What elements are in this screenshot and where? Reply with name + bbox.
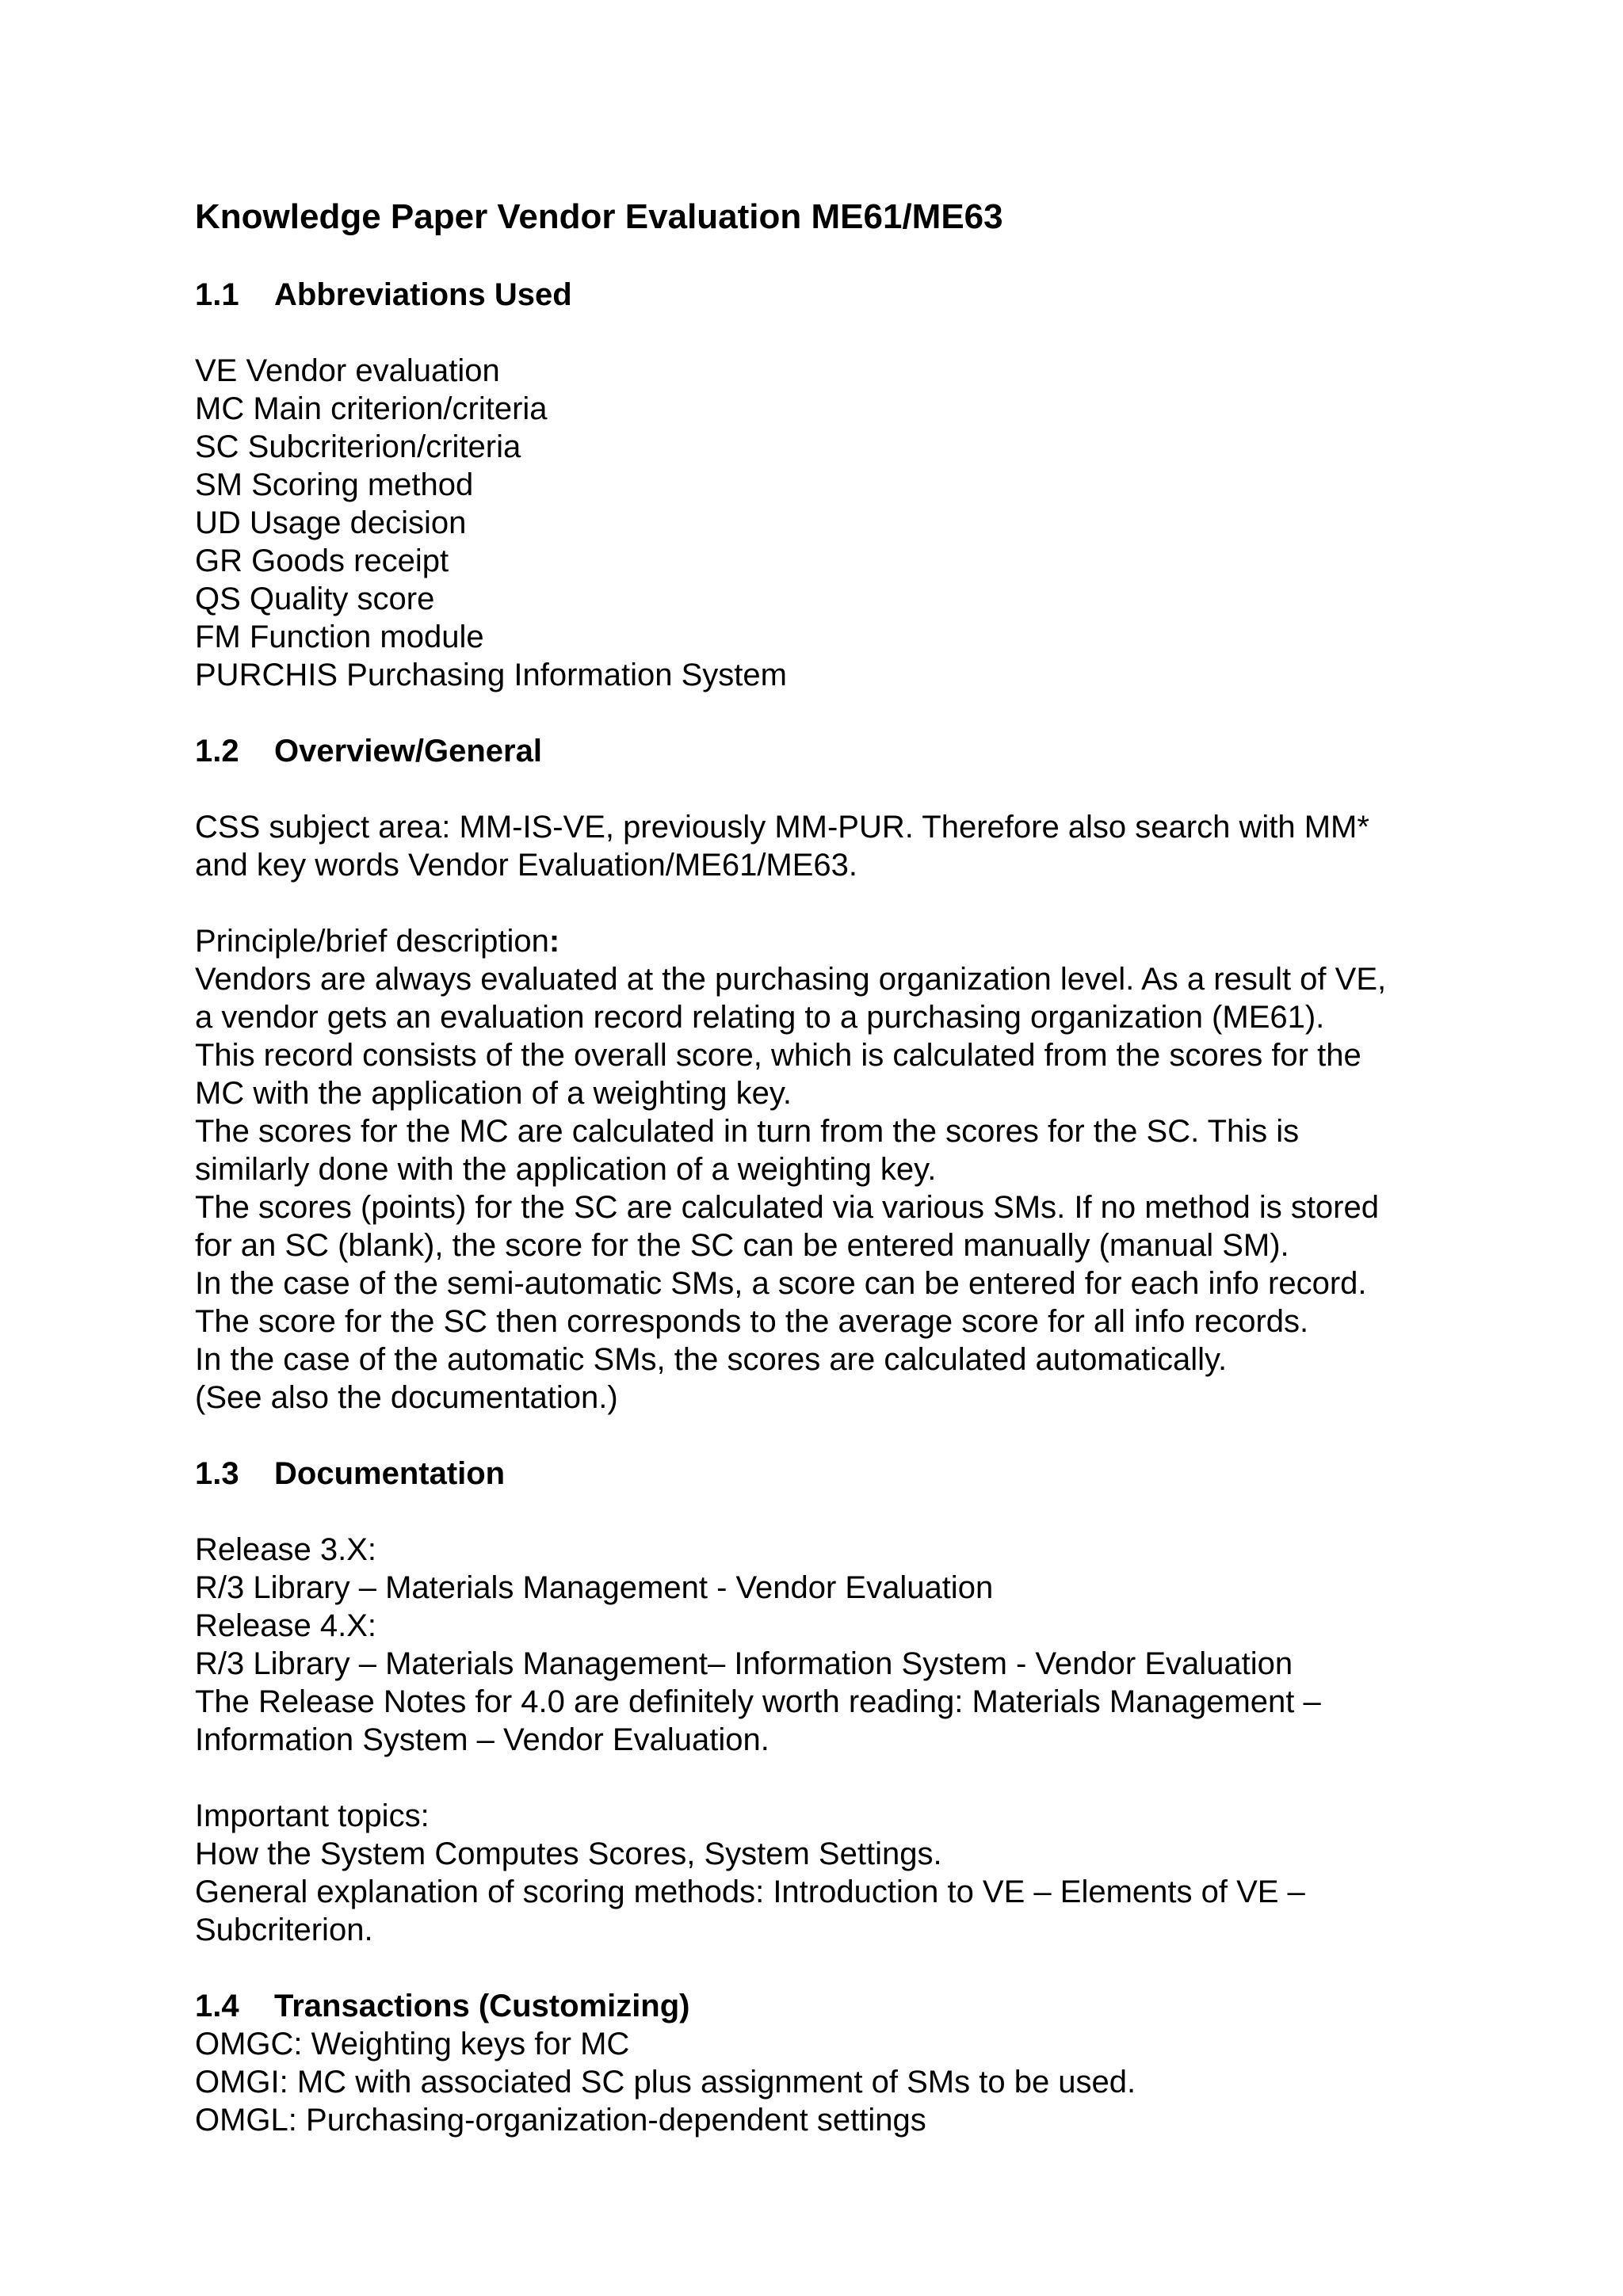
paragraph-line: CSS subject area: MM-IS-VE, previously MM-PUR. Therefore also search with MM* (195, 810, 1369, 845)
abbreviation-item: GR Goods receipt (195, 543, 449, 578)
paragraph-line: The scores for the MC are calculated in turn from the scores for the SC. This is (195, 1114, 1300, 1149)
abbreviation-item: QS Quality score (195, 582, 435, 616)
abbreviation-item: SM Scoring method (195, 467, 474, 502)
principle-label-text: Principle/brief description (195, 924, 549, 959)
section-number: 1.1 (195, 277, 239, 312)
paragraph-line: The score for the SC then corresponds to the average score for all info records. (195, 1304, 1309, 1339)
paragraph-line: Release 4.X: (195, 1608, 377, 1643)
paragraph-line: This record consists of the overall score, which is calculated from the scores for the (195, 1038, 1361, 1073)
abbreviation-item: UD Usage decision (195, 505, 467, 540)
css-subject-area-paragraph (195, 808, 1463, 884)
paragraph-line: (See also the documentation.) (195, 1380, 618, 1415)
transaction-item: OMGC: Weighting keys for MC (195, 2027, 630, 2061)
paragraph-line: How the System Computes Scores, System Settings. (195, 1836, 942, 1871)
section-heading-overview (195, 732, 1463, 770)
section-title: Overview/General (274, 734, 542, 769)
abbreviation-item: SC Subcriterion/criteria (195, 429, 521, 464)
section-number: 1.3 (195, 1456, 239, 1491)
release-paragraph (195, 1531, 1463, 1759)
principle-label-colon: : (548, 924, 560, 959)
section-title: Documentation (274, 1456, 506, 1491)
section-number: 1.4 (195, 1989, 239, 2023)
paragraph-line: General explanation of scoring methods: Introduction to VE – Elements of VE – (195, 1875, 1305, 1909)
paragraph-line: Vendors are always evaluated at the purchasing organization level. As a result of VE, (195, 962, 1387, 997)
paragraph-line: The scores (points) for the SC are calculated via various SMs. If no method is stored (195, 1190, 1379, 1225)
abbreviation-item: MC Main criterion/criteria (195, 391, 548, 426)
transaction-item: OMGI: MC with associated SC plus assignment of SMs to be used. (195, 2065, 1136, 2100)
transaction-item: OMGL: Purchasing-organization-dependent settings (195, 2103, 926, 2138)
section-title: Transactions (Customizing) (274, 1989, 690, 2023)
important-topics-paragraph (195, 1797, 1463, 1949)
section-title: Abbreviations Used (274, 277, 572, 312)
paragraph-line: Important topics: (195, 1798, 430, 1833)
abbreviations-list (195, 352, 1463, 694)
abbreviation-item: FM Function module (195, 620, 484, 654)
abbreviation-item: PURCHIS Purchasing Information System (195, 658, 787, 692)
paragraph-line: R/3 Library – Materials Management - Vendor Evaluation (195, 1570, 994, 1605)
paragraph-line: In the case of the semi-automatic SMs, a score can be entered for each info record. (195, 1266, 1367, 1301)
abbreviation-item: VE Vendor evaluation (195, 353, 500, 388)
paragraph-line: a vendor gets an evaluation record relating to a purchasing organization (ME61). (195, 1000, 1325, 1035)
paragraph-line: R/3 Library – Materials Management– Information System - Vendor Evaluation (195, 1646, 1293, 1681)
paragraph-line: for an SC (blank), the score for the SC can be entered manually (manual SM). (195, 1228, 1289, 1263)
paragraph-line: similarly done with the application of a weighting key. (195, 1152, 937, 1187)
principle-paragraph (195, 922, 1463, 1417)
paragraph-line: In the case of the automatic SMs, the scores are calculated automatically. (195, 1342, 1228, 1377)
paragraph-line: Release 3.X: (195, 1532, 377, 1567)
paragraph-line: The Release Notes for 4.0 are definitely worth reading: Materials Management – (195, 1684, 1321, 1719)
paragraph-line: MC with the application of a weighting key. (195, 1076, 792, 1111)
section-heading-documentation (195, 1455, 1463, 1493)
paragraph-line: Subcriterion. (195, 1913, 373, 1947)
section-number: 1.2 (195, 734, 239, 769)
principle-label (195, 922, 1463, 960)
document-content (195, 195, 1463, 2139)
section-heading-transactions (195, 1987, 1463, 2025)
paragraph-line: Information System – Vendor Evaluation. (195, 1722, 769, 1757)
document-title: Knowledge Paper Vendor Evaluation ME61/ME63 (195, 197, 1003, 236)
paragraph-line: and key words Vendor Evaluation/ME61/ME63. (195, 848, 858, 883)
transactions-list (195, 2025, 1463, 2139)
section-heading-abbreviations (195, 276, 1463, 314)
